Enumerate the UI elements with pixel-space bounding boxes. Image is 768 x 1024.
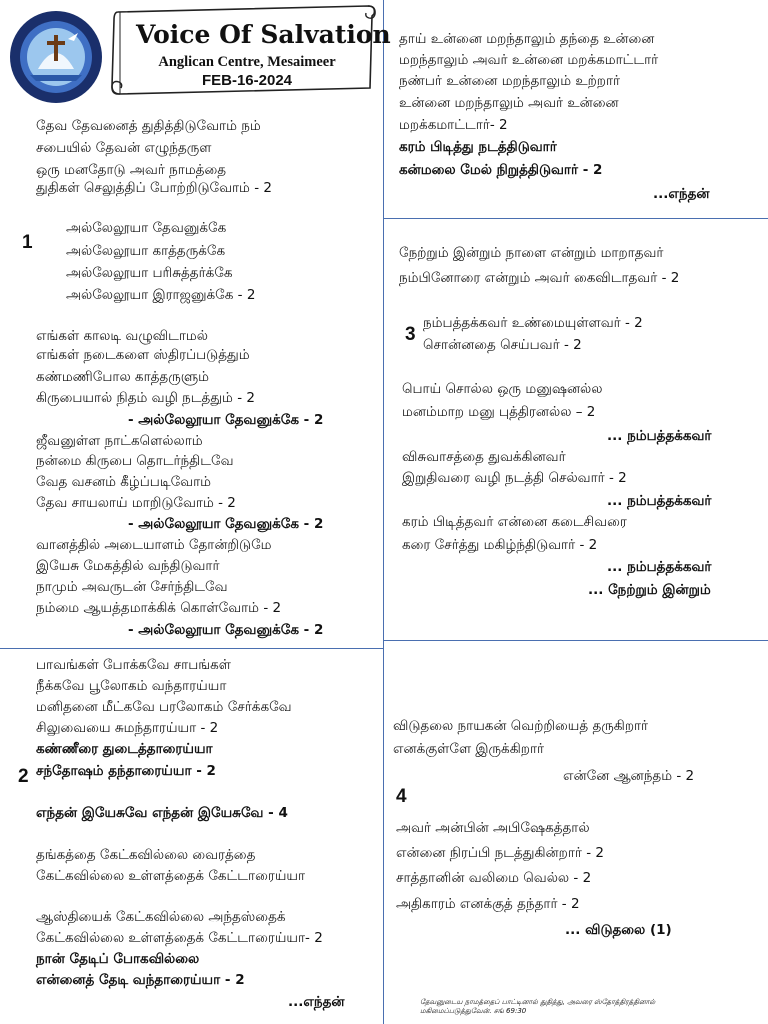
lyric-line: நாமும் அவருடன் சேர்ந்திடவே	[36, 579, 228, 595]
lyric-line: தேவ சாயலாய் மாறிடுவோம் - 2	[36, 495, 236, 511]
chorus-line: அல்லேலூயா இராஜனுக்கே - 2	[66, 287, 256, 303]
lyric-line: நம்பத்தக்கவர் உண்மையுள்ளவர் - 2	[423, 315, 643, 331]
lyric-line: நன்மை கிருபை தொடர்ந்திடவே	[36, 453, 234, 469]
lyric-line-bold: என்னைத் தேடி வந்தாரைய்யா - 2	[36, 972, 245, 988]
refrain: ... நம்பத்தக்கவர்	[607, 559, 712, 575]
lyric-line: கேட்கவில்லை உள்ளத்தைக் கேட்டாரைய்யா- 2	[36, 930, 323, 946]
refrain: ... நம்பத்தக்கவர்	[607, 428, 712, 444]
lyric-line: மனிதனை மீட்கவே பரலோகம் சேர்க்கவே	[36, 699, 292, 715]
chorus-line: நேற்றும் இன்றும் நாளை என்றும் மாறாதவர்	[399, 245, 664, 261]
center-divider	[383, 0, 384, 1024]
lyric-line: நம்மை ஆயத்தமாக்கிக் கொள்வோம் - 2	[36, 600, 282, 616]
chorus-line: என்னே ஆனந்தம் - 2	[563, 768, 695, 784]
song-number: 4	[396, 786, 407, 807]
lyric-line: என்னை நிரப்பி நடத்துகின்றார் - 2	[396, 845, 604, 861]
chorus-line: விடுதலை நாயகன் வெற்றியைத் தருகிறார்	[393, 718, 649, 734]
lyric-line: நீக்கவே பூலோகம் வந்தாரய்யா	[36, 678, 227, 694]
lyric-line: கிருபையால் நிதம் வழி நடத்தும் - 2	[36, 390, 255, 406]
refrain: ... நம்பத்தக்கவர்	[607, 493, 712, 509]
chorus-line: அல்லேலூயா பரிசுத்தர்க்கே	[66, 265, 233, 281]
lyric-line: நண்பர் உன்னை மறந்தாலும் உற்றார்	[399, 73, 621, 89]
lyric-line: எங்கள் காலடி வழுவிடாமல்	[36, 328, 208, 344]
lyric-line: சாத்தானின் வலிமை வெல்ல - 2	[396, 870, 592, 886]
lyric-line: கண்மணிபோல காத்தருளும்	[36, 369, 210, 385]
song-number: 3	[405, 324, 416, 345]
lyric-line: கேட்கவில்லை உள்ளத்தைக் கேட்டாரைய்யா	[36, 868, 306, 884]
refrain: ...எந்தன்	[653, 186, 710, 202]
chorus-line: அல்லேலூயா காத்தருக்கே	[66, 243, 226, 259]
footer-line: மகிமைப்படுத்துவேன். சங் 69:30	[420, 1007, 527, 1015]
lyric-line-bold: சந்தோஷம் தந்தாரைய்யா - 2	[36, 763, 216, 779]
refrain: ...எந்தன்	[288, 994, 345, 1010]
refrain: - அல்லேலூயா தேவனுக்கே - 2	[128, 412, 324, 428]
lyric-line: வானத்தில் அடையாளம் தோன்றிடுமே	[36, 537, 272, 553]
lyric-line: அதிகாரம் எனக்குத் தந்தார் - 2	[396, 896, 580, 912]
lyric-line: ஜீவனுள்ள நாட்களெல்லாம்	[36, 433, 203, 449]
lyric-line: இறுதிவரை வழி நடத்தி செல்வார் - 2	[402, 470, 627, 486]
lyric-line: துதிகள் செலுத்திப் போற்றிடுவோம் - 2	[36, 180, 272, 196]
lyric-line: சொன்னதை செய்பவர் - 2	[423, 337, 582, 353]
lyric-line: உன்னை மறந்தாலும் அவர் உன்னை	[399, 95, 619, 111]
divider-right	[383, 640, 768, 641]
lyric-line: அவர் அன்பின் அபிஷேகத்தால்	[396, 820, 590, 836]
chorus-line: எனக்குள்ளே இருக்கிறார்	[393, 741, 545, 757]
subtitle: Anglican Centre, Mesaimeer	[158, 54, 336, 70]
song-number: 1	[22, 232, 33, 253]
lyric-line-bold: கன்மலை மேல் நிறுத்திடுவார் - 2	[399, 162, 603, 178]
lyric-line: ஒரு மனதோடு அவர் நாமத்தை	[36, 162, 227, 178]
lyric-line: விசுவாசத்தை துவக்கினவர்	[402, 449, 566, 465]
page-title: Voice Of Salvation	[136, 20, 391, 49]
footer-verse	[420, 998, 655, 1016]
lyric-line: வேத வசனம் கீழ்ப்படிவோம்	[36, 474, 211, 490]
lyric-line: எங்கள் நடைகளை ஸ்திரப்படுத்தும்	[36, 347, 250, 363]
date: FEB-16-2024	[201, 72, 293, 89]
lyric-line: மறந்தாலும் அவர் உன்னை மறக்கமாட்டார்	[399, 52, 659, 68]
lyric-line: ஆஸ்தியைக் கேட்கவில்லை அந்தஸ்தைக்	[36, 909, 286, 925]
lyric-line: இயேசு மேகத்தில் வந்திடுவார்	[36, 558, 220, 574]
lyric-line: சபையில் தேவன் எழுந்தருள	[36, 140, 212, 156]
lyric-line-bold: நான் தேடிப் போகவில்லை	[36, 951, 200, 967]
divider-top-right	[383, 218, 768, 219]
refrain: - அல்லேலூயா தேவனுக்கே - 2	[128, 516, 324, 532]
footer-line: தேவனுடைய நாமத்தைப் பாட்டினால் துதித்து, அவரை ஸ்தோத்திரத்தினால்	[420, 998, 656, 1006]
refrain: - அல்லேலூயா தேவனுக்கே - 2	[128, 622, 324, 638]
refrain: ... விடுதலை (1)	[565, 922, 672, 938]
chorus-line: எந்தன் இயேசுவே எந்தன் இயேசுவே - 4	[36, 805, 288, 821]
lyric-line: சிலுவையை சுமந்தாரய்யா - 2	[36, 720, 219, 736]
church-logo	[8, 9, 104, 105]
lyric-line: பொய் சொல்ல ஒரு மனுஷனல்ல	[402, 381, 603, 397]
refrain: ... நேற்றும் இன்றும்	[588, 582, 711, 598]
lyric-line: மனம்மாற மனு புத்திரனல்ல – 2	[402, 404, 596, 420]
lyric-line: கரை சேர்த்து மகிழ்ந்திடுவார் - 2	[402, 537, 598, 553]
song-number: 2	[18, 766, 29, 787]
lyric-line-bold: கரம் பிடித்து நடத்திடுவார்	[399, 139, 557, 155]
lyric-line-bold: கண்ணீரை துடைத்தாரைய்யா	[36, 741, 213, 757]
lyric-line: தங்கத்தை கேட்கவில்லை வைரத்தை	[36, 847, 256, 863]
divider-left	[0, 648, 383, 649]
lyric-line: பாவங்கள் போக்கவே சாபங்கள்	[36, 657, 231, 673]
lyric-line: தேவ தேவனைத் துதித்திடுவோம் நம்	[36, 118, 261, 134]
lyric-line: மறக்கமாட்டார்- 2	[399, 117, 508, 133]
lyric-line: கரம் பிடித்தவர் என்னை கடைசிவரை	[402, 514, 627, 530]
lyric-line: தாய் உன்னை மறந்தாலும் தந்தை உன்னை	[399, 31, 655, 47]
chorus-line: நம்பினோரை என்றும் அவர் கைவிடாதவர் - 2	[399, 270, 680, 286]
chorus-line: அல்லேலூயா தேவனுக்கே	[66, 220, 227, 236]
